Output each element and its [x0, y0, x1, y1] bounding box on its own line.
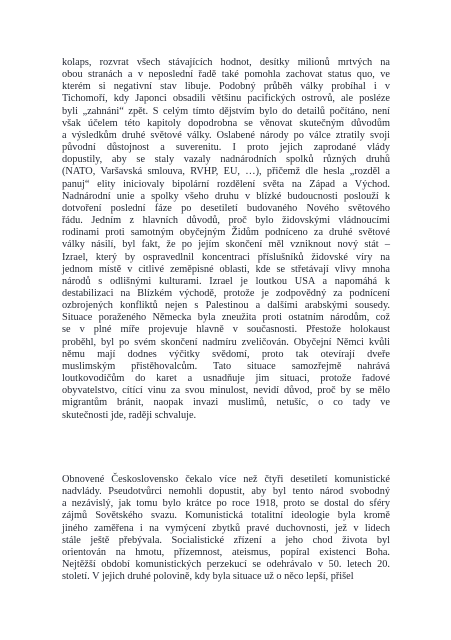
text-line: se v plné míře projevuje hlavně v současnosti. Přestože holokaust: [62, 324, 390, 336]
text-line: muslimským přistěhovalcům. Tato situace samozřejmě nahrává: [62, 360, 390, 372]
text-line: němu mají dodnes výčitky svědomí, proto tak otevírají dveře: [62, 348, 390, 360]
text-line: Obnovené Československo čekalo více než čtyři desetiletí komunistické: [62, 474, 390, 485]
text-line: kterém si negativní stav libuje. Podobný průběh války probíhal i v: [62, 81, 390, 93]
text-line: však účelem této kapitoly dopodrobna se věnovat skutečným důvodům: [62, 117, 390, 129]
text-line: a nezávislý, jak tomu bylo krátce po roce 1918, proto se dostal do sféry: [62, 498, 390, 510]
text-line: migrantům bránit, naopak invazi muslimů, netušíc, o co tady ve: [62, 397, 390, 409]
text-line: Tichomoří, kdy Japonci obsadili většinu pacifických ostrovů, ale posléze: [62, 93, 390, 105]
text-line: destabilizaci na Blízkém východě, protože je zodpovědný za podnícení: [62, 287, 390, 299]
text-line: kolaps, rozvrat všech stávajících hodnot, desítky milionů mrtvých na: [62, 57, 390, 68]
text-line: nadvlády. Pseudotvůrci nemohli dopustit, aby byl tento národ svobodný: [62, 486, 390, 498]
text-line: byli „zahnáni“ zpět. S celým tímto dějstvím bylo do detailů počítáno, není: [62, 105, 390, 117]
text-line: ozbrojených konfliktů nejen s Palestinou a dalšími arabskými sousedy.: [62, 300, 390, 312]
text-line: loutkovodičům do karet a usnadňuje jim situaci, protože řadové: [62, 373, 390, 385]
text-line: Nejtěžší období komunistických perzekucí se odehrávalo v 50. letech 20.: [62, 559, 390, 571]
text-line: stále ještě přebývala. Socialistické zřízení a jeho chod života byl: [62, 534, 390, 546]
paragraph-1: [62, 57, 390, 422]
text-line: jednom místě v citlivé zeměpisné oblasti, kde se střetávají vlivy mnoha: [62, 263, 390, 275]
text-line: skutečnosti jde, raději schvaluje.: [62, 409, 197, 421]
text-line: Nadnárodní unie a spolky všeho druhu v blízké budoucnosti poslouží k: [62, 190, 390, 202]
text-line: rodinami proti samotným obyčejným Židům podníceno za druhé světové: [62, 227, 390, 239]
text-line: zájmů Sovětského svazu. Komunistická totalitní ideologie byla kromě: [62, 510, 390, 522]
text-line: proběhl, byl po svém skončení nadmíru zveličován. Obyčejní Němci kvůli: [62, 336, 390, 348]
text-line: panuj“ elity iniciovaly bipolární rozdělení světa na Západ a Východ.: [62, 178, 390, 190]
paragraph-2: [62, 474, 390, 583]
text-line: Izrael, který by ospravedlnil koncentraci příslušníků židovské víry na: [62, 251, 390, 263]
text-line: války násilí, byl fakt, že po jejím skončení měl vzniknout nový stát –: [62, 239, 390, 251]
text-line: (NATO, Varšavská smlouva, RVHP, EU, …), přičemž dle hesla „rozděl a: [62, 166, 390, 178]
text-line: dotvoření poslední fáze po desetiletí budovaného Nového světového: [62, 202, 390, 214]
text-line: jiného zaměřena i na vymýcení zbytků pravé duchovnosti, jež v lidech: [62, 522, 390, 534]
text-line: a výsledkům druhé světové války. Oslabené národy po válce ztratily svoji: [62, 129, 390, 141]
text-line: Situace poraženého Německa byla zneužita proti ostatním národům, což: [62, 312, 390, 324]
text-line: původní důstojnost a suverenitu. I proto jejich zaprodané vlády: [62, 142, 390, 154]
text-line: orientován na hmotu, přízemnost, ateismus, popíral existenci Boha.: [62, 546, 390, 558]
text-line: národů s odlišnými kulturami. Izrael je loutkou USA a napomáhá k: [62, 275, 390, 287]
text-line: obyvatelstvo, cítící vinu za svou minulost, nevidí důvod, proč by se mělo: [62, 385, 390, 397]
text-line: dopustily, aby se staly vazaly nadnárodních spolků různých druhů: [62, 154, 390, 166]
text-line: století. V jejich druhé polovině, kdy byla situace už o něco lepší, přišel: [62, 571, 354, 583]
text-line: řádu. Jedním z hlavních důvodů, proč bylo židovskými vládnoucími: [62, 215, 390, 227]
text-line: obou stranách a v neposlední řadě také pomohla zachovat status quo, ve: [62, 69, 390, 81]
